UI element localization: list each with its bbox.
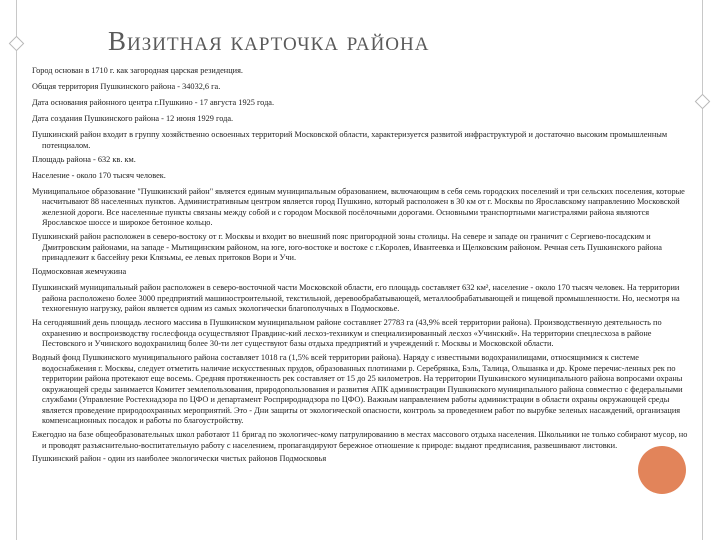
paragraph: Город основан в 1710 г. как загородная царская резиденция. <box>32 66 243 75</box>
paragraph: Дата основания районного центра г.Пушкино - 17 августа 1925 года. <box>32 98 275 108</box>
paragraph: Общая территория Пушкинского района - 34032,6 га. <box>32 82 221 92</box>
paragraph: Население - около 170 тысяч человек. <box>32 170 166 180</box>
paragraph: Муниципальное образование "Пушкинский район" является единым муниципальным образованием, включающим в себя семь городских поселений и три сельских поселения, которые насчитывают 88 населенных пунктов. Административным центром является город Пушкино, который расположен в 30 км от г. Москвы по Ярославскому направлению Московской железной дороги. Все населенные пункты связаны между собой и с городом Москвой посёлочными дорогами. Основными транспортными магистралями района являются Ярославское шоссе и широкое бетонное кольцо. <box>32 186 685 228</box>
paragraph-heading: Подмосковная жемчужина <box>32 267 127 277</box>
paragraph: Дата создания Пушкинского района - 12 июня 1929 года. <box>32 114 234 124</box>
diamond-ornament-icon <box>695 94 711 110</box>
paragraph: На сегодняшний день площадь лесного массива в Пушкинском муниципальном районе составляет 27783 га (43,9% всей территории района). Производственную деятельность по охранению и воспроизводству гослесфонда осуществляют Правдинс-кий лесхоз-техникум и специализированный лесхоз «Учинский». На территории спецлесхоза в районе Пестовского и Учинского водохранилищ более 30-ти лет существуют базы отдыха предприятий и учреждений г. Москвы и Московской области. <box>32 318 662 349</box>
paragraph: Ежегодно на базе общеобразовательных школ работают 11 бригад по экологичес-кому патрулированию в местах массового отдыха населения. Школьники не только собирают мусор, но и проводят разъяснительно-воспитательную работу с населением, пропагандируют бережное отношение к природе: выдают предписания, развешивают листовки. <box>32 430 688 450</box>
left-border-line <box>16 0 17 540</box>
slide-body <box>32 66 692 468</box>
paragraph: Пушкинский район - один из наиболее экологически чистых районов Подмосковья <box>32 454 327 464</box>
slide-title: Визитная карточка района <box>108 26 430 56</box>
paragraph: Пушкинский район расположен в северо-востоку от г. Москвы и входит во внешний пояс пригородной зоны столицы. На севере и западе он граничит с Сергиево-посадским и Дмитровским районами, на западе - Мытищинским районом, на юге, юго-востоке и востоке с г.Королев, Ивантеевка и Щелковским районом. Речная сеть Пушкинского района принадлежит к бассейну реки Клязьмы, ее левых притоков Вори и Учи. <box>32 232 662 263</box>
orange-circle-decoration <box>638 446 686 494</box>
diamond-ornament-icon <box>9 36 25 52</box>
paragraph: Пушкинский район входит в группу хозяйственно освоенных территорий Московской области, характеризуется развитой инфраструктурой и достаточно высоким промышленным потенциалом. <box>32 130 668 150</box>
paragraph: Пушкинский муниципальный район расположен в северо-восточной части Московской области, его площадь составляет 632 км², население - около 170 тысяч человек. На территории района расположено более 3000 предприятий машиностроительной, текстильной, деревообрабатывающей, металлообрабатывающей и пищевой промышленности. Но, несмотря на техногенную нагрузку, район является одним из самых экологически благополучных в Подмосковье. <box>32 283 680 314</box>
right-border-line <box>702 0 703 540</box>
paragraph: Площадь района - 632 кв. км. <box>32 154 136 164</box>
paragraph: Водный фонд Пушкинского муниципального района составляет 1018 га (1,5% всей территории района). Наряду с известными водохранилищами, относящимися к системе водоснабжения г. Москвы, следует отметить наличие искусственных прудов, образованных плотинами р. Серебрянка, Бэль, Талица, Ольшанка и др. Кроме перечис-ленных рек по территории района протекают еще восемь. Средняя протяженность рек составляет от 15 до 25 километров. На территории Пушкинского муниципального района вопросами охраны окружающей среды занимается Комитет землепользования, природопользования и развития АПК администрации Пушкинского муниципального района совместно с федеральными службами (Управление Ростехнадзора по ЦФО и департамент Росприроднадзора по ЦФО). Важным направлением работы администрации в области охраны окружающей среды является проведение природоохранных мероприятий. Это - Дни защиты от экологической опасности, контроль за проведением работ по вырубке зеленых насаждений, организация компенсационных посадок и работы по благоустройству. <box>32 353 683 426</box>
